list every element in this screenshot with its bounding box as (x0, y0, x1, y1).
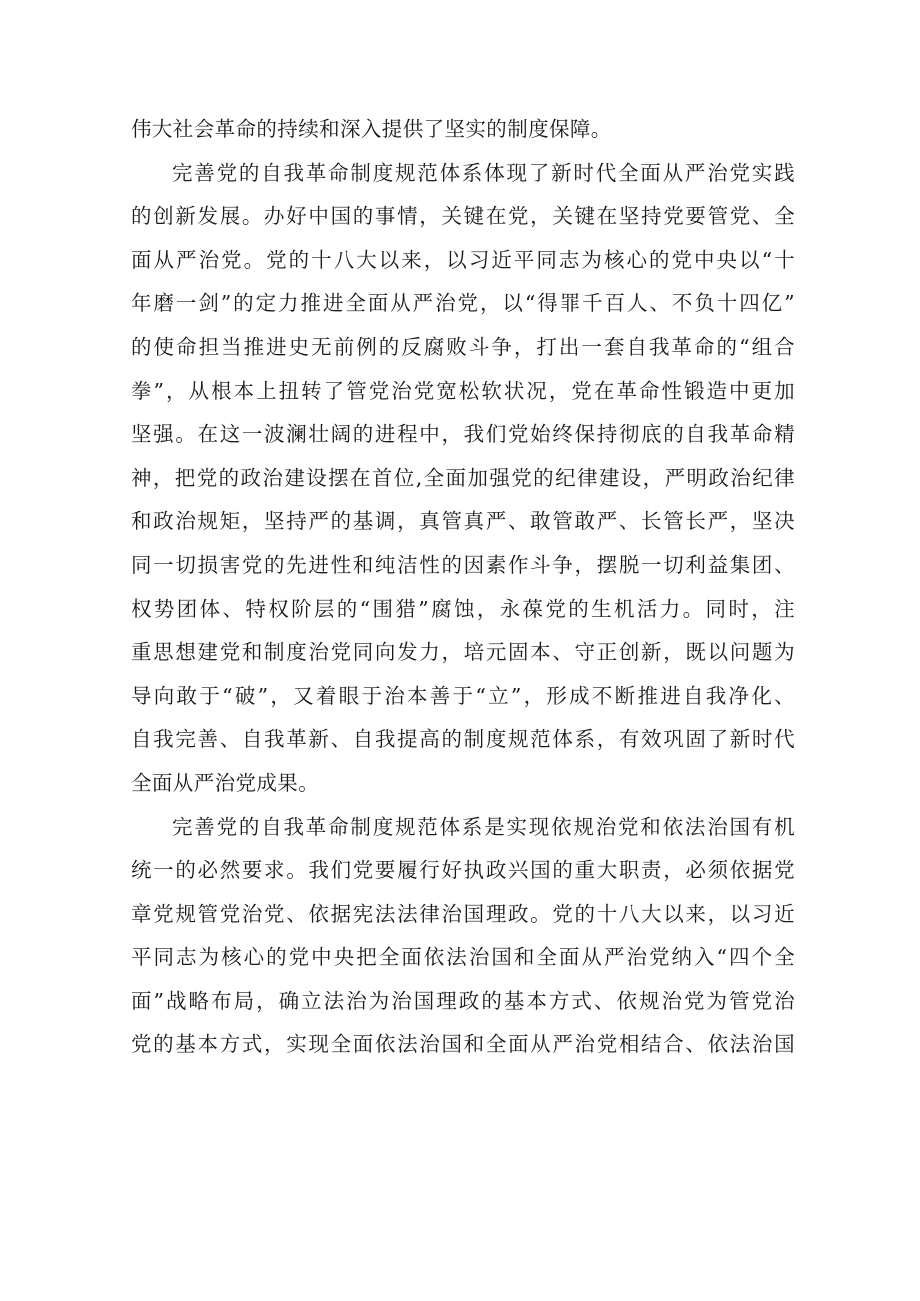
text-line: 的使命担当推进史无前例的反腐败斗争，打出一套自我革命的“组合 (131, 334, 795, 359)
text-line: 神，把党的政治建设摆在首位,全面加强党的纪律建设，严明政治纪律 (131, 465, 795, 490)
text-line: 伟大社会革命的持续和深入提供了坚实的制度保障。 (131, 117, 612, 141)
text-line: 权势团体、特权阶层的“围猎”腐蚀，永葆党的生机活力。同时，注 (131, 596, 795, 621)
paragraph-3 (131, 806, 795, 1068)
paragraph-1 (131, 108, 795, 152)
text-line: 同一切损害党的先进性和纯洁性的因素作斗争，摆脱一切利益集团、 (131, 552, 795, 577)
text-line: 的创新发展。办好中国的事情，关键在党，关键在坚持党要管党、全 (131, 204, 795, 229)
text-line: 完善党的自我革命制度规范体系体现了新时代全面从严治党实践 (172, 160, 795, 185)
text-line: 章党规管党治党、依据宪法法律治国理政。党的十八大以来，以习近 (131, 901, 795, 926)
text-line: 自我完善、自我革新、自我提高的制度规范体系，有效巩固了新时代 (131, 727, 795, 752)
paragraph-2 (131, 152, 795, 806)
text-line: 和政治规矩，坚持严的基调，真管真严、敢管敢严、长管长严，坚决 (131, 509, 795, 534)
text-line: 年磨一剑”的定力推进全面从严治党，以“得罪千百人、不负十四亿” (131, 291, 795, 316)
text-line: 党的基本方式，实现全面依法治国和全面从严治党相结合、依法治国 (131, 1032, 795, 1057)
text-line: 面从严治党。党的十八大以来，以习近平同志为核心的党中央以“十 (131, 247, 795, 272)
text-line: 拳”，从根本上扭转了管党治党宽松软状况，党在革命性锻造中更加 (131, 378, 795, 403)
text-line: 重思想建党和制度治党同向发力，培元固本、守正创新，既以问题为 (131, 640, 795, 665)
text-line: 面”战略布局，确立法治为治国理政的基本方式、依规治党为管党治 (131, 988, 795, 1013)
document-page (131, 108, 795, 1067)
text-line: 导向敢于“破”，又着眼于治本善于“立”，形成不断推进自我净化、 (131, 683, 795, 708)
text-line: 完善党的自我革命制度规范体系是实现依规治党和依法治国有机 (172, 814, 795, 839)
text-line: 坚强。在这一波澜壮阔的进程中，我们党始终保持彻底的自我革命精 (131, 422, 795, 447)
text-line: 统一的必然要求。我们党要履行好执政兴国的重大职责，必须依据党 (131, 858, 795, 883)
text-line: 平同志为核心的党中央把全面依法治国和全面从严治党纳入“四个全 (131, 945, 795, 970)
text-line: 全面从严治党成果。 (131, 770, 320, 795)
